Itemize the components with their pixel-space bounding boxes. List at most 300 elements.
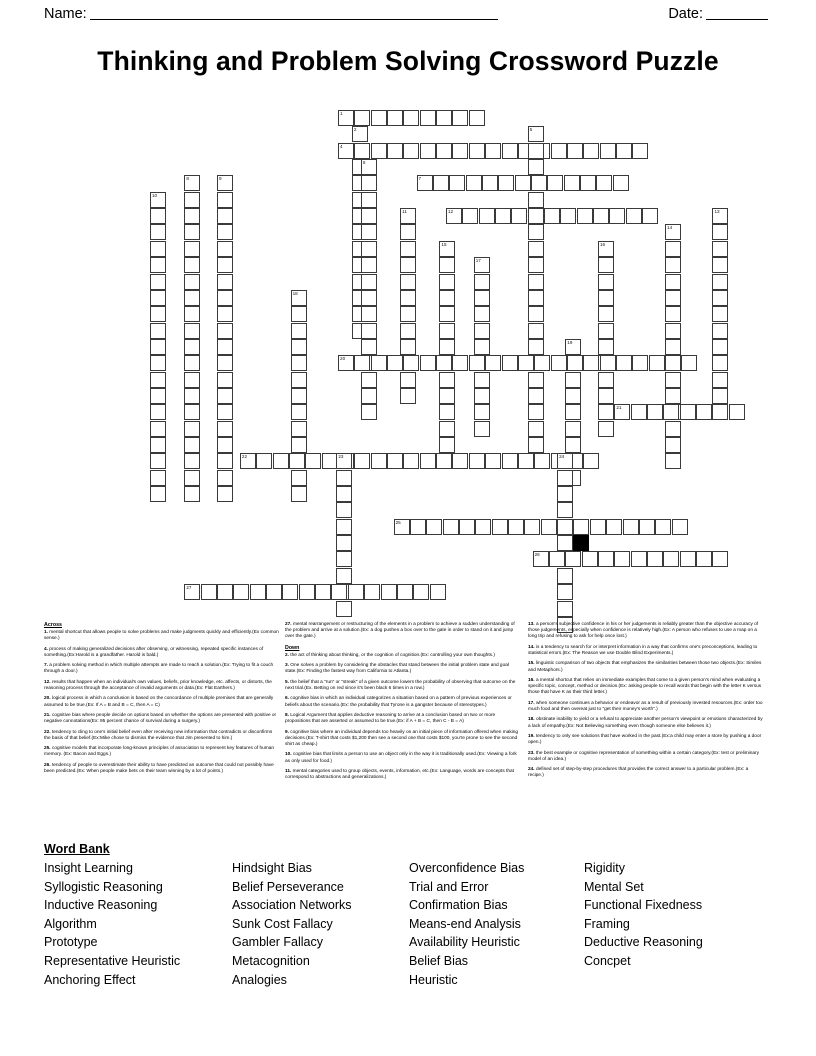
grid-cell[interactable] <box>336 601 352 617</box>
grid-cell[interactable] <box>598 339 614 355</box>
grid-cell[interactable] <box>184 584 200 600</box>
grid-cell[interactable] <box>528 143 544 159</box>
grid-cell[interactable] <box>291 290 307 306</box>
grid-cell[interactable] <box>446 208 462 224</box>
grid-cell[interactable] <box>354 110 370 126</box>
grid-cell[interactable] <box>712 306 728 322</box>
grid-cell[interactable] <box>150 453 166 469</box>
grid-cell[interactable] <box>665 339 681 355</box>
grid-cell[interactable] <box>544 208 560 224</box>
grid-cell[interactable] <box>712 339 728 355</box>
grid-cell[interactable] <box>524 519 540 535</box>
grid-cell[interactable] <box>598 551 614 567</box>
grid-cell[interactable] <box>291 306 307 322</box>
grid-cell[interactable] <box>217 323 233 339</box>
grid-cell[interactable] <box>361 372 377 388</box>
grid-cell[interactable] <box>712 551 728 567</box>
grid-cell[interactable] <box>361 241 377 257</box>
grid-cell[interactable] <box>291 388 307 404</box>
grid-cell[interactable] <box>665 257 681 273</box>
grid-cell[interactable] <box>315 584 331 600</box>
grid-cell[interactable] <box>436 143 452 159</box>
grid-cell[interactable] <box>338 143 354 159</box>
grid-cell[interactable] <box>371 143 387 159</box>
grid-cell[interactable] <box>495 208 511 224</box>
grid-cell[interactable] <box>528 257 544 273</box>
grid-cell[interactable] <box>150 241 166 257</box>
grid-cell[interactable] <box>150 274 166 290</box>
grid-cell[interactable] <box>533 551 549 567</box>
grid-cell[interactable] <box>336 502 352 518</box>
grid-cell[interactable] <box>150 470 166 486</box>
grid-cell[interactable] <box>184 453 200 469</box>
grid-cell[interactable] <box>403 355 419 371</box>
grid-cell[interactable] <box>665 290 681 306</box>
grid-cell[interactable] <box>387 355 403 371</box>
grid-cell[interactable] <box>551 355 567 371</box>
grid-cell[interactable] <box>598 274 614 290</box>
grid-cell[interactable] <box>482 175 498 191</box>
grid-cell[interactable] <box>291 404 307 420</box>
grid-cell[interactable] <box>564 175 580 191</box>
grid-cell[interactable] <box>217 339 233 355</box>
grid-cell[interactable] <box>631 404 647 420</box>
grid-cell[interactable] <box>430 584 446 600</box>
grid-cell[interactable] <box>639 519 655 535</box>
grid-cell[interactable] <box>250 584 266 600</box>
grid-cell[interactable] <box>528 274 544 290</box>
grid-cell[interactable] <box>712 323 728 339</box>
grid-cell[interactable] <box>217 306 233 322</box>
grid-cell[interactable] <box>217 290 233 306</box>
grid-cell[interactable] <box>240 453 256 469</box>
grid-cell[interactable] <box>364 584 380 600</box>
grid-cell[interactable] <box>150 372 166 388</box>
grid-cell[interactable] <box>712 224 728 240</box>
grid-cell[interactable] <box>184 404 200 420</box>
grid-cell[interactable] <box>665 388 681 404</box>
grid-cell[interactable] <box>565 437 581 453</box>
grid-cell[interactable] <box>150 437 166 453</box>
grid-cell[interactable] <box>712 274 728 290</box>
grid-cell[interactable] <box>606 519 622 535</box>
grid-cell[interactable] <box>665 241 681 257</box>
grid-cell[interactable] <box>184 306 200 322</box>
grid-cell[interactable] <box>518 355 534 371</box>
grid-cell[interactable] <box>291 323 307 339</box>
grid-cell[interactable] <box>665 437 681 453</box>
grid-cell[interactable] <box>712 290 728 306</box>
grid-cell[interactable] <box>184 437 200 453</box>
grid-cell[interactable] <box>474 274 490 290</box>
grid-cell[interactable] <box>580 175 596 191</box>
grid-cell[interactable] <box>184 208 200 224</box>
grid-cell[interactable] <box>184 339 200 355</box>
grid-cell[interactable] <box>217 388 233 404</box>
grid-cell[interactable] <box>598 306 614 322</box>
grid-cell[interactable] <box>598 323 614 339</box>
grid-cell[interactable] <box>439 274 455 290</box>
grid-cell[interactable] <box>217 404 233 420</box>
grid-cell[interactable] <box>469 110 485 126</box>
grid-cell[interactable] <box>557 601 573 617</box>
grid-cell[interactable] <box>394 519 410 535</box>
grid-cell[interactable] <box>184 290 200 306</box>
grid-cell[interactable] <box>565 339 581 355</box>
grid-cell[interactable] <box>439 388 455 404</box>
grid-cell[interactable] <box>541 519 557 535</box>
grid-cell[interactable] <box>485 143 501 159</box>
grid-cell[interactable] <box>217 470 233 486</box>
grid-cell[interactable] <box>474 306 490 322</box>
grid-cell[interactable] <box>663 404 679 420</box>
grid-cell[interactable] <box>439 339 455 355</box>
grid-cell[interactable] <box>150 355 166 371</box>
grid-cell[interactable] <box>518 453 534 469</box>
grid-cell[interactable] <box>528 372 544 388</box>
grid-cell[interactable] <box>336 453 352 469</box>
grid-cell[interactable] <box>217 453 233 469</box>
grid-cell[interactable] <box>387 453 403 469</box>
grid-cell[interactable] <box>400 274 416 290</box>
grid-cell[interactable] <box>289 453 305 469</box>
grid-cell[interactable] <box>680 551 696 567</box>
grid-cell[interactable] <box>439 306 455 322</box>
grid-cell[interactable] <box>217 224 233 240</box>
grid-cell[interactable] <box>665 323 681 339</box>
grid-cell[interactable] <box>291 486 307 502</box>
grid-cell[interactable] <box>150 208 166 224</box>
grid-cell[interactable] <box>336 470 352 486</box>
grid-cell[interactable] <box>557 470 573 486</box>
grid-cell[interactable] <box>680 404 696 420</box>
grid-cell[interactable] <box>469 355 485 371</box>
grid-cell[interactable] <box>549 551 565 567</box>
grid-cell[interactable] <box>150 224 166 240</box>
grid-cell[interactable] <box>436 453 452 469</box>
grid-cell[interactable] <box>583 355 599 371</box>
grid-cell[interactable] <box>420 110 436 126</box>
grid-cell[interactable] <box>528 290 544 306</box>
grid-cell[interactable] <box>665 306 681 322</box>
grid-cell[interactable] <box>273 453 289 469</box>
grid-cell[interactable] <box>647 551 663 567</box>
grid-cell[interactable] <box>400 306 416 322</box>
grid-cell[interactable] <box>560 208 576 224</box>
grid-cell[interactable] <box>469 453 485 469</box>
grid-cell[interactable] <box>474 290 490 306</box>
grid-cell[interactable] <box>557 486 573 502</box>
grid-cell[interactable] <box>436 110 452 126</box>
grid-cell[interactable] <box>184 372 200 388</box>
grid-cell[interactable] <box>583 143 599 159</box>
grid-cell[interactable] <box>600 355 616 371</box>
grid-cell[interactable] <box>400 241 416 257</box>
grid-cell[interactable] <box>616 355 632 371</box>
grid-cell[interactable] <box>217 175 233 191</box>
grid-cell[interactable] <box>184 192 200 208</box>
grid-cell[interactable] <box>150 486 166 502</box>
grid-cell[interactable] <box>400 290 416 306</box>
grid-cell[interactable] <box>712 257 728 273</box>
grid-cell[interactable] <box>439 290 455 306</box>
grid-cell[interactable] <box>150 323 166 339</box>
grid-cell[interactable] <box>528 388 544 404</box>
grid-cell[interactable] <box>528 339 544 355</box>
grid-cell[interactable] <box>348 584 364 600</box>
grid-cell[interactable] <box>466 175 482 191</box>
grid-cell[interactable] <box>433 175 449 191</box>
grid-cell[interactable] <box>528 241 544 257</box>
grid-cell[interactable] <box>598 388 614 404</box>
grid-cell[interactable] <box>729 404 745 420</box>
grid-cell[interactable] <box>672 519 688 535</box>
grid-cell[interactable] <box>596 175 612 191</box>
grid-cell[interactable] <box>217 241 233 257</box>
grid-cell[interactable] <box>712 208 728 224</box>
grid-cell[interactable] <box>452 110 468 126</box>
grid-cell[interactable] <box>184 224 200 240</box>
grid-cell[interactable] <box>338 110 354 126</box>
grid-cell[interactable] <box>217 257 233 273</box>
grid-cell[interactable] <box>426 519 442 535</box>
grid-cell[interactable] <box>557 519 573 535</box>
name-write-line[interactable] <box>90 6 498 20</box>
grid-cell[interactable] <box>150 257 166 273</box>
grid-cell[interactable] <box>485 453 501 469</box>
grid-cell[interactable] <box>475 519 491 535</box>
grid-cell[interactable] <box>528 323 544 339</box>
grid-cell[interactable] <box>184 257 200 273</box>
grid-cell[interactable] <box>150 192 166 208</box>
grid-cell[interactable] <box>150 421 166 437</box>
grid-cell[interactable] <box>371 453 387 469</box>
grid-cell[interactable] <box>305 453 321 469</box>
grid-cell[interactable] <box>528 192 544 208</box>
grid-cell[interactable] <box>361 388 377 404</box>
grid-cell[interactable] <box>474 339 490 355</box>
grid-cell[interactable] <box>184 355 200 371</box>
grid-cell[interactable] <box>600 143 616 159</box>
grid-cell[interactable] <box>291 355 307 371</box>
grid-cell[interactable] <box>498 175 514 191</box>
grid-cell[interactable] <box>528 421 544 437</box>
grid-cell[interactable] <box>712 355 728 371</box>
grid-cell[interactable] <box>361 192 377 208</box>
grid-cell[interactable] <box>590 519 606 535</box>
grid-cell[interactable] <box>565 372 581 388</box>
grid-cell[interactable] <box>361 404 377 420</box>
grid-cell[interactable] <box>696 404 712 420</box>
grid-cell[interactable] <box>336 519 352 535</box>
grid-cell[interactable] <box>184 175 200 191</box>
grid-cell[interactable] <box>443 519 459 535</box>
grid-cell[interactable] <box>381 584 397 600</box>
grid-cell[interactable] <box>338 355 354 371</box>
grid-cell[interactable] <box>361 339 377 355</box>
grid-cell[interactable] <box>632 355 648 371</box>
grid-cell[interactable] <box>403 143 419 159</box>
grid-cell[interactable] <box>655 519 671 535</box>
grid-cell[interactable] <box>282 584 298 600</box>
grid-cell[interactable] <box>598 241 614 257</box>
grid-cell[interactable] <box>336 535 352 551</box>
grid-cell[interactable] <box>449 175 465 191</box>
grid-cell[interactable] <box>217 355 233 371</box>
grid-cell[interactable] <box>696 551 712 567</box>
grid-cell[interactable] <box>557 568 573 584</box>
grid-cell[interactable] <box>439 241 455 257</box>
grid-cell[interactable] <box>565 388 581 404</box>
grid-cell[interactable] <box>492 519 508 535</box>
grid-cell[interactable] <box>557 535 573 551</box>
grid-cell[interactable] <box>413 584 429 600</box>
grid-cell[interactable] <box>623 519 639 535</box>
grid-cell[interactable] <box>598 421 614 437</box>
grid-cell[interactable] <box>403 110 419 126</box>
grid-cell[interactable] <box>322 453 338 469</box>
grid-cell[interactable] <box>452 453 468 469</box>
grid-cell[interactable] <box>439 404 455 420</box>
grid-cell[interactable] <box>331 584 347 600</box>
grid-cell[interactable] <box>184 470 200 486</box>
grid-cell[interactable] <box>626 208 642 224</box>
grid-cell[interactable] <box>184 421 200 437</box>
grid-cell[interactable] <box>439 257 455 273</box>
grid-cell[interactable] <box>217 274 233 290</box>
grid-cell[interactable] <box>479 208 495 224</box>
grid-cell[interactable] <box>361 323 377 339</box>
grid-cell[interactable] <box>217 584 233 600</box>
grid-cell[interactable] <box>217 192 233 208</box>
grid-cell[interactable] <box>420 143 436 159</box>
grid-cell[interactable] <box>361 274 377 290</box>
grid-cell[interactable] <box>474 372 490 388</box>
grid-cell[interactable] <box>583 453 599 469</box>
grid-cell[interactable] <box>361 175 377 191</box>
grid-cell[interactable] <box>217 208 233 224</box>
grid-cell[interactable] <box>217 437 233 453</box>
grid-cell[interactable] <box>291 372 307 388</box>
grid-cell[interactable] <box>452 355 468 371</box>
grid-cell[interactable] <box>474 257 490 273</box>
grid-cell[interactable] <box>712 404 728 420</box>
grid-cell[interactable] <box>567 143 583 159</box>
grid-cell[interactable] <box>217 421 233 437</box>
grid-cell[interactable] <box>665 372 681 388</box>
grid-cell[interactable] <box>474 388 490 404</box>
grid-cell[interactable] <box>511 208 527 224</box>
grid-cell[interactable] <box>647 404 663 420</box>
grid-cell[interactable] <box>681 355 697 371</box>
grid-cell[interactable] <box>184 388 200 404</box>
grid-cell[interactable] <box>593 208 609 224</box>
grid-cell[interactable] <box>361 306 377 322</box>
grid-cell[interactable] <box>371 355 387 371</box>
grid-cell[interactable] <box>462 208 478 224</box>
grid-cell[interactable] <box>336 551 352 567</box>
grid-cell[interactable] <box>565 551 581 567</box>
grid-cell[interactable] <box>528 437 544 453</box>
grid-cell[interactable] <box>354 143 370 159</box>
grid-cell[interactable] <box>361 257 377 273</box>
grid-cell[interactable] <box>400 339 416 355</box>
grid-cell[interactable] <box>436 355 452 371</box>
grid-cell[interactable] <box>439 421 455 437</box>
grid-cell[interactable] <box>184 323 200 339</box>
grid-cell[interactable] <box>508 519 524 535</box>
grid-cell[interactable] <box>557 502 573 518</box>
grid-cell[interactable] <box>150 290 166 306</box>
grid-cell[interactable] <box>598 290 614 306</box>
grid-cell[interactable] <box>400 323 416 339</box>
grid-cell[interactable] <box>649 355 665 371</box>
grid-cell[interactable] <box>474 404 490 420</box>
grid-cell[interactable] <box>439 437 455 453</box>
grid-cell[interactable] <box>291 437 307 453</box>
grid-cell[interactable] <box>502 143 518 159</box>
grid-cell[interactable] <box>598 404 614 420</box>
grid-cell[interactable] <box>184 274 200 290</box>
grid-cell[interactable] <box>266 584 282 600</box>
grid-cell[interactable] <box>184 486 200 502</box>
grid-cell[interactable] <box>582 551 598 567</box>
grid-cell[interactable] <box>371 110 387 126</box>
grid-cell[interactable] <box>528 224 544 240</box>
grid-cell[interactable] <box>150 404 166 420</box>
grid-cell[interactable] <box>336 568 352 584</box>
grid-cell[interactable] <box>420 355 436 371</box>
grid-cell[interactable] <box>663 551 679 567</box>
date-write-line[interactable] <box>706 6 768 20</box>
grid-cell[interactable] <box>417 175 433 191</box>
grid-cell[interactable] <box>291 470 307 486</box>
grid-cell[interactable] <box>642 208 658 224</box>
grid-cell[interactable] <box>632 143 648 159</box>
grid-cell[interactable] <box>528 159 544 175</box>
grid-cell[interactable] <box>201 584 217 600</box>
grid-cell[interactable] <box>609 208 625 224</box>
grid-cell[interactable] <box>184 241 200 257</box>
grid-cell[interactable] <box>233 584 249 600</box>
grid-cell[interactable] <box>459 519 475 535</box>
grid-cell[interactable] <box>217 372 233 388</box>
grid-cell[interactable] <box>439 372 455 388</box>
grid-cell[interactable] <box>439 323 455 339</box>
grid-cell[interactable] <box>400 372 416 388</box>
grid-cell[interactable] <box>400 224 416 240</box>
grid-cell[interactable] <box>598 372 614 388</box>
grid-cell[interactable] <box>528 404 544 420</box>
grid-cell[interactable] <box>614 404 630 420</box>
grid-cell[interactable] <box>665 274 681 290</box>
grid-cell[interactable] <box>577 208 593 224</box>
grid-cell[interactable] <box>665 421 681 437</box>
grid-cell[interactable] <box>547 175 563 191</box>
grid-cell[interactable] <box>352 126 368 142</box>
grid-cell[interactable] <box>400 208 416 224</box>
grid-cell[interactable] <box>528 126 544 142</box>
grid-cell[interactable] <box>400 257 416 273</box>
grid-cell[interactable] <box>565 404 581 420</box>
grid-cell[interactable] <box>534 453 550 469</box>
grid-cell[interactable] <box>474 323 490 339</box>
grid-cell[interactable] <box>528 306 544 322</box>
grid-cell[interactable] <box>557 453 573 469</box>
grid-cell[interactable] <box>336 486 352 502</box>
grid-cell[interactable] <box>354 355 370 371</box>
grid-cell[interactable] <box>291 339 307 355</box>
